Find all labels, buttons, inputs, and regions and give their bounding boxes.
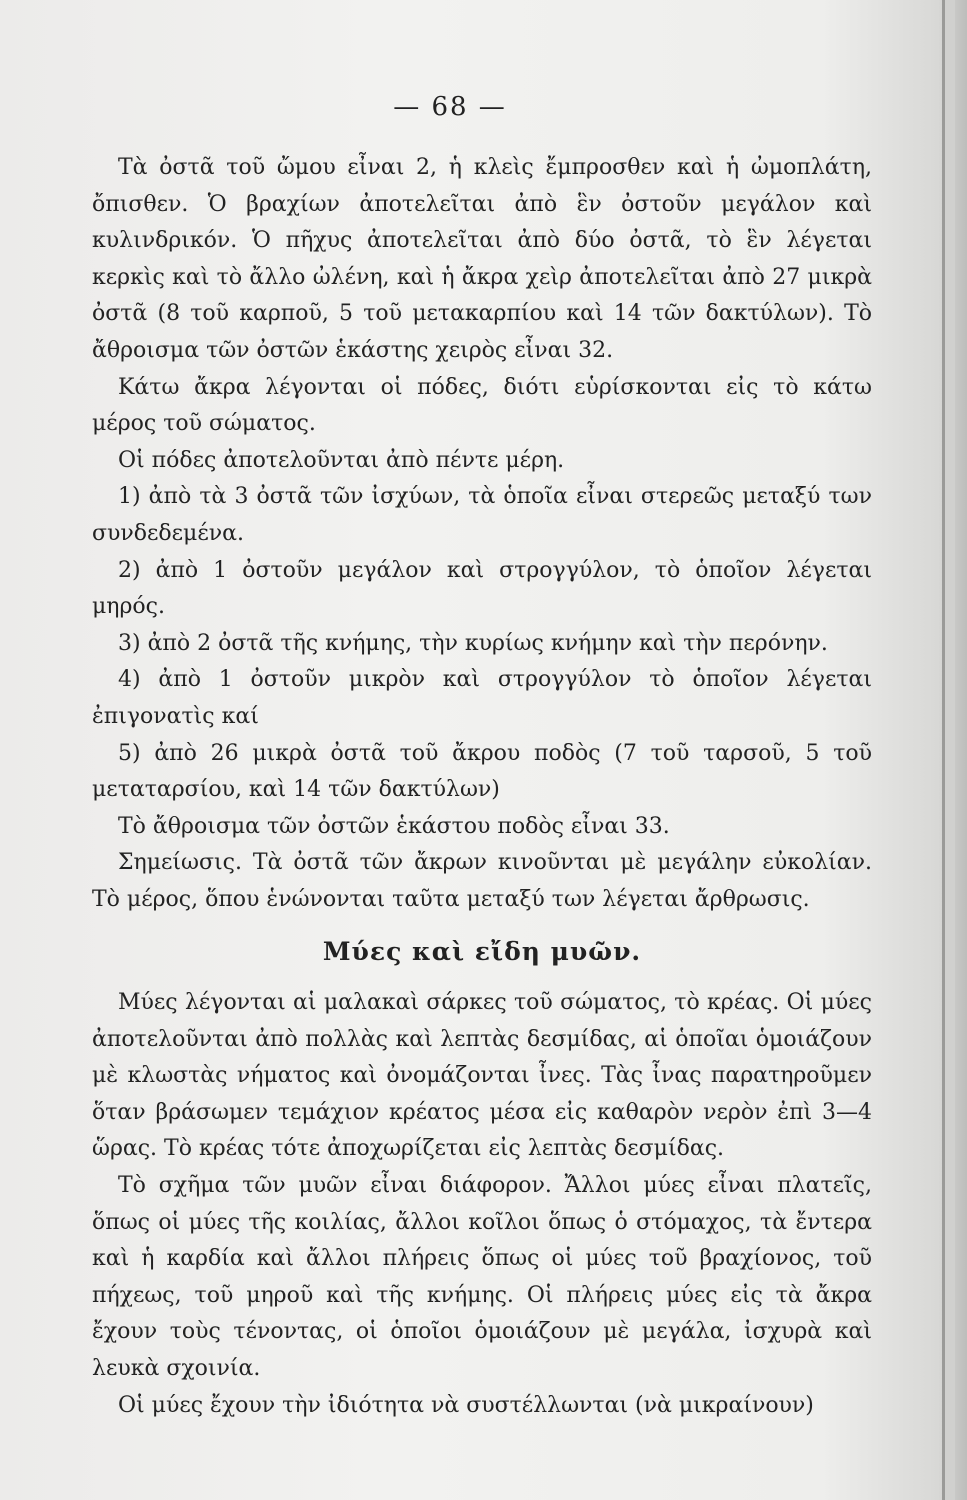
list-item: 1) ἀπὸ τὰ 3 ὀστᾶ τῶν ἰσχύων, τὰ ὁποῖα εἶναι στερεῶς μεταξύ των συνδεδεμένα. <box>92 484 872 546</box>
paragraph: Τὸ ἄθροισμα τῶν ὀστῶν ἑκάστου ποδὸς εἶναι 33. <box>118 813 670 839</box>
note-paragraph: Σημείωσις. Τὰ ὀστᾶ τῶν ἄκρων κινοῦνται μὲ μεγάλην εὐκολίαν. Τὸ μέρος, ὅπου ἑνώνονται ταῦτα μεταξύ των λέγεται ἄρθρωσις. <box>92 850 872 912</box>
paragraph: Οἱ πόδες ἀποτελοῦνται ἀπὸ πέντε μέρη. <box>118 447 565 473</box>
paragraph: Οἱ μύες ἔχουν τὴν ἰδιότητα νὰ συστέλλωνται (νὰ μικραίνουν) <box>118 1392 814 1418</box>
list-item: 3) ἀπὸ 2 ὀστᾶ τῆς κνήμης, τὴν κυρίως κνήμην καὶ τὴν περόνην. <box>118 630 828 656</box>
page-edge-shadow <box>945 0 955 1500</box>
paragraph: Τὸ σχῆμα τῶν μυῶν εἶναι διάφορον. Ἄλλοι μύες εἶναι πλατεῖς, ὅπως οἱ μύες τῆς κοιλίας, ἄλλοι κοῖλοι ὅπως ὁ στόμαχος, τὰ ἔντερα καὶ ἡ καρδία καὶ ἄλλοι πλήρεις ὅπως οἱ μύες τοῦ βραχίονος, τοῦ πήχεως, τοῦ μηροῦ καὶ τῆς κνήμης. Οἱ πλήρεις μύες εἰς τὰ ἄκρα ἔχουν τοὺς τένοντας, οἱ ὁποῖοι ὁμοιάζουν μὲ μεγάλα, ἰσχυρὰ καὶ λευκὰ σχοινία. <box>92 1173 872 1381</box>
paragraph: Μύες λέγονται αἱ μαλακαὶ σάρκες τοῦ σώματος, τὸ κρέας. Οἱ μύες ἀποτελοῦνται ἀπὸ πολλὰς καὶ λεπτὰς δεσμίδας, αἱ ὁποῖαι ὁμοιάζουν μὲ κλωστὰς νήματος καὶ ὀνομάζονται ἶνες. Τὰς ἶνας παρατηροῦμεν ὅταν βράσωμεν τεμάχιον κρέατος μέσα εἰς καθαρὸν νερὸν ἐπὶ 3—4 ὥρας. Τὸ κρέας τότε ἀποχωρίζεται εἰς λεπτὰς δεσμίδας. <box>92 990 872 1162</box>
list-item: 2) ἀπὸ 1 ὀστοῦν μεγάλον καὶ στρογγύλον, τὸ ὁποῖον λέγεται μηρός. <box>92 557 872 620</box>
paragraph: Κάτω ἄκρα λέγονται οἱ πόδες, διότι εὑρίσκονται εἰς τὸ κάτω μέρος τοῦ σώματος. <box>92 374 872 437</box>
page-spine-line <box>942 0 945 1500</box>
paragraph: Τὰ ὀστᾶ τοῦ ὤμου εἶναι 2, ἡ κλεὶς ἔμπροσθεν καὶ ἡ ὠμοπλάτη, ὄπισθεν. Ὁ βραχίων ἀποτελεῖται ἀπὸ ἓν ὀστοῦν μεγάλον καὶ κυλινδρικόν. Ὁ πῆχυς ἀποτελεῖται ἀπὸ δύο ὀστᾶ, τὸ ἓν λέγεται κερκὶς καὶ τὸ ἄλλο ὠλένη, καὶ ἡ ἄκρα χεὶρ ἀποτελεῖται ἀπὸ 27 μικρὰ ὀστᾶ (8 τοῦ καρποῦ, 5 τοῦ μετακαρπίου καὶ 14 τῶν δακτύλων). Τὸ ἄθροισμα τῶν ὀστῶν ἑκάστης χειρὸς εἶναι 32. <box>92 155 872 363</box>
page-number: — 68 — <box>393 92 507 122</box>
body-text <box>92 150 872 1424</box>
section-heading: Μύες καὶ εἴδη μυῶν. <box>322 937 642 967</box>
list-item: 4) ἀπὸ 1 ὀστοῦν μικρὸν καὶ στρογγύλον τὸ ὁποῖον λέγεται ἐπιγονατὶς καί <box>92 667 872 729</box>
list-item: 5) ἀπὸ 26 μικρὰ ὀστᾶ τοῦ ἄκρου ποδὸς (7 τοῦ ταρσοῦ, 5 τοῦ μεταταρσίου, καὶ 14 τῶν δακτύλων) <box>92 740 872 803</box>
